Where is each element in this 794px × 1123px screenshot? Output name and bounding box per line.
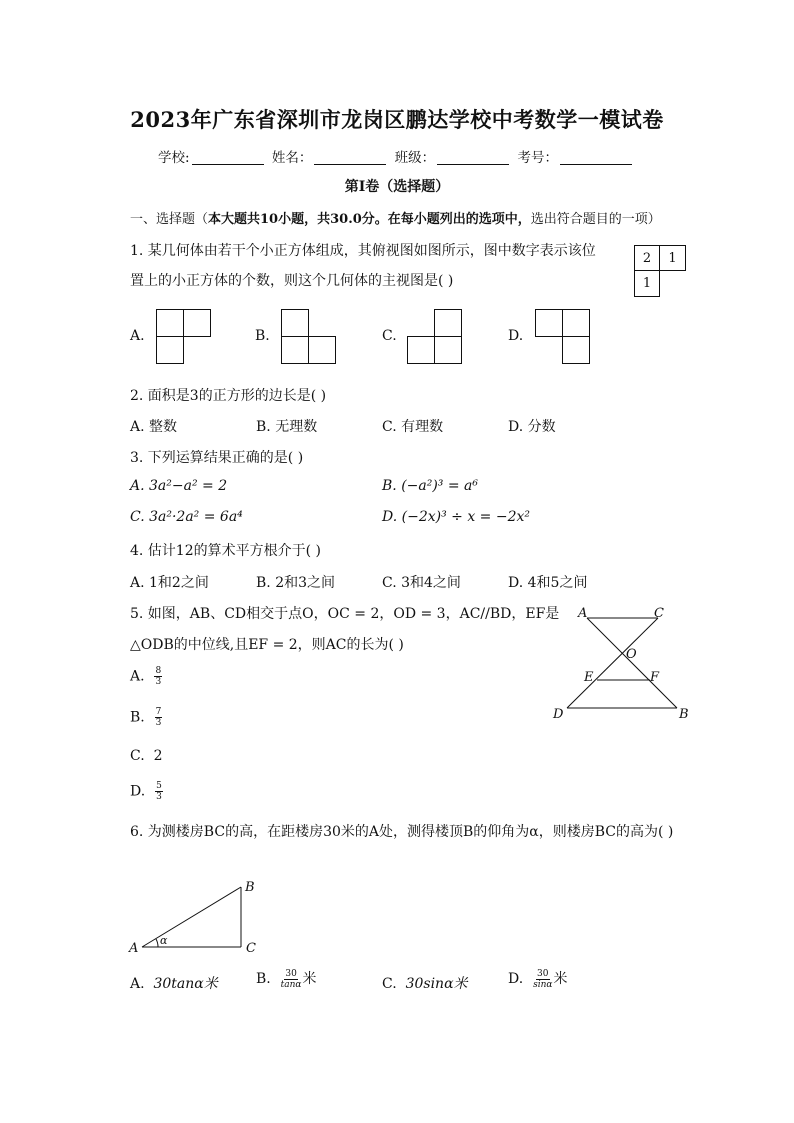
q4-option-c[interactable]: C. 3和4之间 — [382, 575, 461, 591]
label-e: E — [584, 670, 594, 685]
exam-no-label: 考号： — [517, 150, 558, 166]
grid-cell: 2 — [634, 245, 660, 271]
section-prefix: 一、选择题（ — [130, 212, 209, 227]
name-label: 姓名： — [271, 150, 313, 166]
q4-stem: 4. 估计12的算术平方根介于( ) — [130, 543, 321, 559]
q1-line2: 置上的小正方体的个数，则这个几何体的主视图是( ) — [130, 273, 454, 289]
q3-option-a[interactable]: A. 3a²−a² = 2 — [130, 478, 228, 494]
label-c: C — [654, 606, 664, 621]
section-desc: 本大题共10小题，共30.0分。在每小题列出的选项中， — [208, 212, 531, 227]
q3-option-c[interactable]: C. 3a²·2a² = 6a⁴ — [130, 509, 243, 525]
q1-line1: 1. 某几何体由若干个小正方体组成，其俯视图如图所示，图中数字表示该位 — [130, 243, 596, 259]
q3-option-b[interactable]: B. (−a²)³ = a⁶ — [382, 478, 479, 494]
q1-option-c-figure[interactable] — [407, 309, 463, 364]
q1-option-a-figure[interactable] — [156, 309, 212, 364]
label-b: B — [679, 707, 689, 722]
q1-option-d-figure[interactable] — [535, 309, 591, 364]
q1-option-b-label[interactable]: B. — [255, 328, 270, 344]
school-label: 学校: — [158, 150, 190, 166]
q1-option-c-label[interactable]: C. — [382, 328, 397, 344]
q6-option-c[interactable]: C. 30sinα米 — [382, 976, 468, 992]
grid-cell: 1 — [634, 270, 660, 297]
q5-line2: △ODB的中位线,且EF = 2，则AC的长为( ) — [130, 637, 404, 653]
q5-option-a[interactable]: A. $\frac{8}{3}$ — [130, 666, 162, 687]
q6-option-b[interactable]: B. $\frac{30}{\tan\alpha}$ 米 — [256, 968, 317, 990]
q4-option-a[interactable]: A. 1和2之间 — [130, 575, 209, 591]
label-a: A — [129, 941, 139, 956]
q6-option-d[interactable]: D. $\frac{30}{\sin\alpha}$ 米 — [508, 968, 568, 990]
q5-option-b[interactable]: B. $\frac{7}{3}$ — [130, 707, 162, 728]
q6-option-a[interactable]: A. 30tanα米 — [130, 976, 218, 992]
q5-option-c[interactable]: C. 2 — [130, 748, 163, 764]
school-blank[interactable] — [192, 164, 264, 165]
student-info-line — [0, 146, 794, 166]
q2-option-c[interactable]: C. 有理数 — [382, 419, 444, 435]
class-label: 班级： — [394, 150, 436, 166]
q2-option-b[interactable]: B. 无理数 — [256, 419, 318, 435]
q1-option-d-label[interactable]: D. — [508, 328, 524, 344]
label-d: D — [553, 707, 564, 722]
label-f: F — [650, 670, 660, 685]
exam-no-blank[interactable] — [560, 164, 632, 165]
q6-figure — [125, 878, 265, 958]
q2-option-d[interactable]: D. 分数 — [508, 419, 556, 435]
name-blank[interactable] — [314, 164, 386, 165]
label-a: A — [578, 606, 588, 621]
q2-option-a[interactable]: A. 整数 — [130, 419, 178, 435]
q1-option-a-label[interactable]: A. — [130, 328, 145, 344]
q3-stem: 3. 下列运算结果正确的是( ) — [130, 450, 304, 466]
label-o: O — [626, 647, 637, 662]
exam-title: 2023年广东省深圳市龙岗区鹏达学校中考数学一模试卷 — [130, 107, 664, 132]
label-c: C — [246, 941, 256, 956]
section-suffix: 选出符合题目的一项） — [530, 212, 661, 227]
q5-option-d[interactable]: D. $\frac{5}{3}$ — [130, 781, 162, 802]
q5-figure — [550, 600, 700, 725]
class-blank[interactable] — [437, 164, 509, 165]
q5-line1: 5. 如图，AB、CD相交于点O，OC = 2，OD = 3，AC//BD，EF是 — [130, 606, 560, 622]
section-heading — [130, 208, 661, 227]
q4-option-b[interactable]: B. 2和3之间 — [256, 575, 336, 591]
label-alpha: α — [160, 934, 168, 947]
q4-option-d[interactable]: D. 4和5之间 — [508, 575, 588, 591]
q6-stem: 6. 为测楼房BC的高，在距楼房30米的A处，测得楼顶B的仰角为α，则楼房BC的高为( ) — [130, 824, 674, 840]
volume-heading: 第I卷（选择题） — [344, 179, 450, 195]
q2-stem: 2. 面积是3的正方形的边长是( ) — [130, 388, 327, 404]
grid-cell: 1 — [659, 245, 686, 271]
q1-option-b-figure[interactable] — [281, 309, 337, 364]
q3-option-d[interactable]: D. (−2x)³ ÷ x = −2x² — [382, 509, 530, 525]
label-b: B — [245, 880, 255, 895]
